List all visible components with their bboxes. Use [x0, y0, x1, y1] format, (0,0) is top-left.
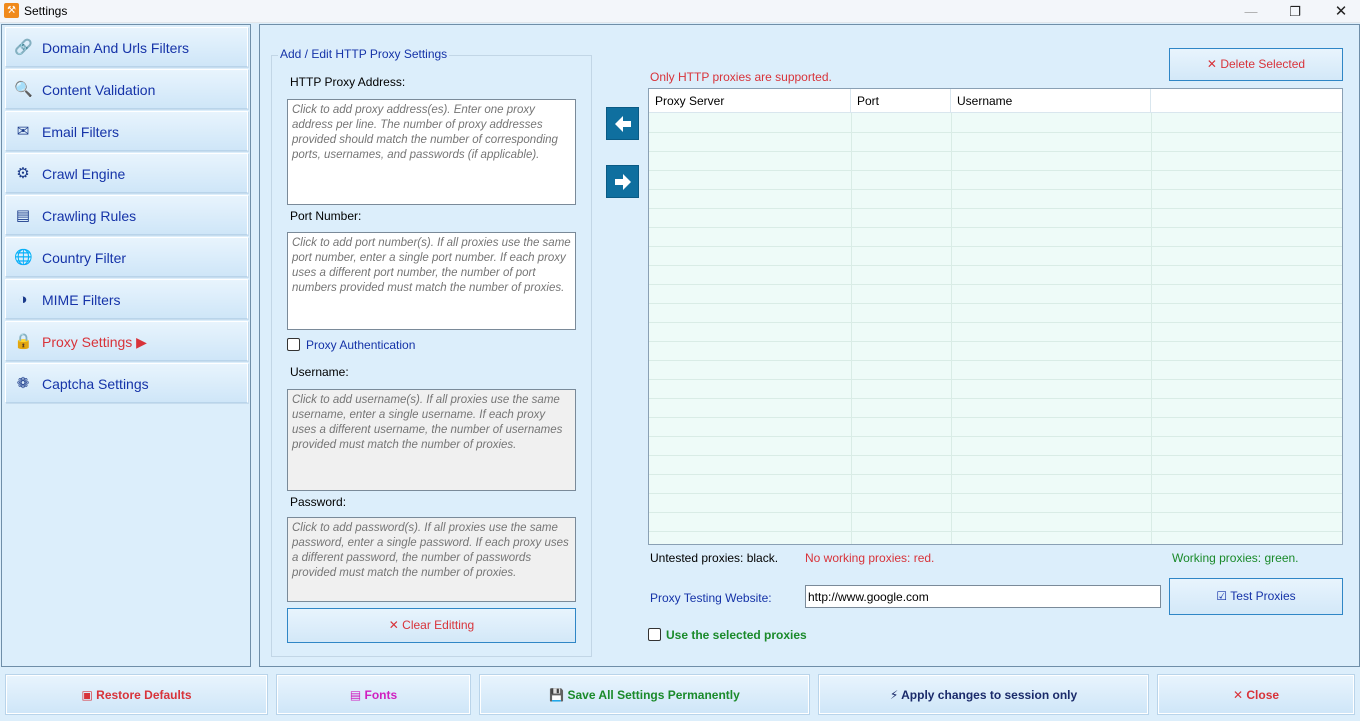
arrow-left-icon [613, 114, 633, 134]
sidebar-item-crawling-rules[interactable] [5, 195, 248, 235]
sidebar-item-proxy-settings[interactable] [5, 321, 248, 361]
table-column-line [1151, 113, 1152, 545]
maximize-button[interactable]: ❐ [1289, 4, 1301, 19]
address-label: HTTP Proxy Address: [290, 75, 406, 89]
testing-website-label: Proxy Testing Website: [650, 591, 772, 605]
table-row-line [649, 455, 1343, 456]
groupbox-title: Add / Edit HTTP Proxy Settings [280, 47, 448, 61]
table-row-line [649, 341, 1343, 342]
delete-selected-button[interactable]: ✕ Delete Selected [1169, 48, 1343, 81]
table-header [649, 89, 1343, 113]
column-header-blank [1151, 89, 1343, 113]
table-row-line [649, 531, 1343, 532]
close-window-button[interactable]: ✕ [1334, 3, 1348, 20]
column-header-username[interactable]: Username [951, 89, 1151, 113]
sidebar-item-captcha-settings[interactable] [5, 363, 248, 403]
inbox-icon: ▤ [15, 207, 31, 224]
close-icon: ✕ [1232, 688, 1244, 702]
status-untested: Untested proxies: black. [650, 551, 779, 565]
proxy-table[interactable] [648, 88, 1343, 545]
fonts-button[interactable]: ▤ Fonts [277, 675, 470, 714]
arrow-right-icon [613, 172, 633, 192]
minimize-button[interactable]: — [1244, 4, 1258, 19]
table-column-line [951, 113, 952, 545]
move-left-button[interactable] [606, 107, 639, 140]
test-proxies-button[interactable]: ☑ Test Proxies [1169, 578, 1343, 615]
table-row-line [649, 265, 1343, 266]
table-row-line [649, 132, 1343, 133]
close-button[interactable]: ✕ Close [1158, 675, 1354, 714]
save-settings-button[interactable]: 💾 Save All Settings Permanently [480, 675, 809, 714]
sidebar-item-label: Content Validation [42, 82, 156, 98]
testing-url-input[interactable] [805, 585, 1161, 608]
sidebar-item-label: Crawl Engine [42, 166, 126, 182]
table-row-line [649, 474, 1343, 475]
sidebar-item-country-filter[interactable] [5, 237, 248, 277]
email-icon: ✉ [16, 123, 30, 140]
password-field[interactable] [287, 517, 576, 602]
proxy-notice: Only HTTP proxies are supported. [650, 70, 832, 84]
link-icon: 🔗 [14, 39, 33, 56]
table-row-line [649, 303, 1343, 304]
table-row-line [649, 398, 1343, 399]
restore-icon: ▣ [81, 688, 93, 702]
sidebar-item-label: Captcha Settings [42, 376, 149, 392]
table-row-line [649, 151, 1343, 152]
table-row-line [649, 360, 1343, 361]
sidebar-item-email-filters[interactable] [5, 111, 248, 151]
use-selected-label[interactable]: Use the selected proxies [666, 628, 807, 642]
close-icon: ✕ [388, 618, 399, 632]
port-label: Port Number: [290, 209, 362, 223]
table-row-line [649, 227, 1343, 228]
table-row-line [649, 208, 1343, 209]
clear-editing-button[interactable]: ✕ Clear Editting [287, 608, 576, 643]
proxy-auth-checkbox[interactable] [287, 338, 300, 351]
sidebar-item-label: Domain And Urls Filters [42, 40, 190, 56]
table-row-line [649, 246, 1343, 247]
close-icon: ✕ [1206, 57, 1217, 71]
sidebar-item-domain-filters[interactable] [5, 27, 248, 67]
shield-icon: ◑ [18, 291, 28, 308]
wrench-icon: ⚒ [4, 3, 19, 18]
username-label: Username: [290, 365, 349, 379]
status-not-working: No working proxies: red. [805, 551, 935, 565]
proxy-auth-label[interactable]: Proxy Authentication [306, 338, 416, 352]
lightning-icon: ⚡ [889, 688, 899, 702]
lock-icon: 🔒 [14, 333, 33, 350]
window-title: Settings [24, 4, 68, 18]
sidebar-item-crawl-engine[interactable] [5, 153, 248, 193]
save-icon: 💾 [549, 688, 565, 702]
use-selected-checkbox[interactable] [648, 628, 661, 641]
sidebar [1, 24, 251, 667]
password-label: Password: [290, 495, 347, 509]
sidebar-item-label: Country Filter [42, 250, 127, 266]
puzzle-icon: ❁ [16, 375, 30, 392]
column-header-proxy-server[interactable]: Proxy Server [649, 89, 851, 113]
table-row-line [649, 322, 1343, 323]
sidebar-item-content-validation[interactable] [5, 69, 248, 109]
username-field[interactable] [287, 389, 576, 491]
status-working: Working proxies: green. [1172, 551, 1299, 565]
title-bar [0, 0, 1360, 23]
table-row-line [649, 170, 1343, 171]
sidebar-item-label: Email Filters [42, 124, 120, 140]
table-row-line [649, 284, 1343, 285]
table-row-line [649, 417, 1343, 418]
table-row-line [649, 189, 1343, 190]
sidebar-item-mime-filters[interactable] [5, 279, 248, 319]
apply-session-button[interactable]: ⚡ Apply changes to session only [819, 675, 1148, 714]
gear-icon: ⚙ [16, 165, 30, 182]
globe-icon: 🌐 [14, 249, 33, 266]
sidebar-item-label: MIME Filters [42, 292, 121, 308]
table-row-line [649, 493, 1343, 494]
sidebar-item-label: Crawling Rules [42, 208, 137, 224]
table-row-line [649, 379, 1343, 380]
table-row-line [649, 512, 1343, 513]
sidebar-item-label: Proxy Settings ▶ [42, 334, 147, 350]
table-column-line [851, 113, 852, 545]
move-right-button[interactable] [606, 165, 639, 198]
port-number-field[interactable] [287, 232, 576, 330]
proxy-address-field[interactable] [287, 99, 576, 205]
column-header-port[interactable]: Port [851, 89, 951, 113]
fonts-icon: ▤ [349, 688, 362, 702]
table-row-line [649, 436, 1343, 437]
checkbox-icon: ☑ [1216, 589, 1228, 603]
restore-defaults-button[interactable]: ▣ Restore Defaults [6, 675, 267, 714]
magnifier-icon: 🔍 [14, 81, 33, 98]
active-marker-icon: ▶ [136, 334, 147, 350]
